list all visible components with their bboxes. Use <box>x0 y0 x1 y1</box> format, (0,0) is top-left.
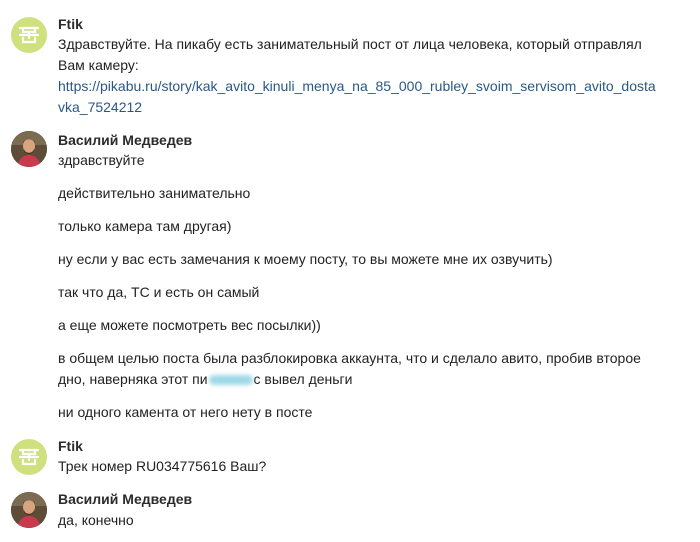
user-photo-avatar <box>11 492 47 528</box>
vasiliy-avatar[interactable] <box>11 131 47 167</box>
message-text: ну если у вас есть замечания к моему посту, то вы можете мне их озвучить) <box>58 251 553 267</box>
message-author[interactable]: Василий Медведев <box>58 491 193 507</box>
vasiliy-avatar[interactable] <box>11 492 47 528</box>
message-text: Здравствуйте. На пикабу есть занимательный пост от лица человека, который отправлял <box>58 36 642 52</box>
message-text: только камера там другая) <box>58 218 232 234</box>
message-text: так что да, ТС и есть он самый <box>58 284 260 300</box>
message-text: здравствуйте <box>58 152 145 168</box>
stylized-logo-icon <box>11 17 47 53</box>
ftik-avatar[interactable] <box>11 439 47 475</box>
message-link[interactable]: https://pikabu.ru/story/kak_avito_kinuli_menya_na_85_000_rubley_svoim_servisom_avito_dosta <box>58 78 656 94</box>
message-text: да, конечно <box>58 512 134 528</box>
message-author[interactable]: Василий Медведев <box>58 132 193 148</box>
message-link-continued[interactable]: vka_7524212 <box>58 99 143 115</box>
stylized-logo-icon <box>11 439 47 475</box>
message-text: действительно занимательно <box>58 185 251 201</box>
user-photo-avatar <box>11 131 47 167</box>
message-text-part: с вывел деньги <box>253 371 353 387</box>
ftik-avatar[interactable] <box>11 17 47 53</box>
message-author[interactable]: Ftik <box>58 16 83 32</box>
message-text: Трек номер RU034775616 Ваш? <box>58 458 267 474</box>
message-text-with-redaction <box>58 369 353 390</box>
redaction-blur <box>209 375 253 385</box>
message-author[interactable]: Ftik <box>58 438 83 454</box>
message-text: а еще можете посмотреть вес посылки)) <box>58 317 321 333</box>
message-text: в общем целью поста была разблокировка аккаунта, что и сделало авито, пробив второе <box>58 350 641 366</box>
message-text: Вам камеру: <box>58 57 139 73</box>
message-text: ни одного камента от него нету в посте <box>58 404 313 420</box>
message-text-part: дно, наверняка этот пи <box>58 371 208 387</box>
